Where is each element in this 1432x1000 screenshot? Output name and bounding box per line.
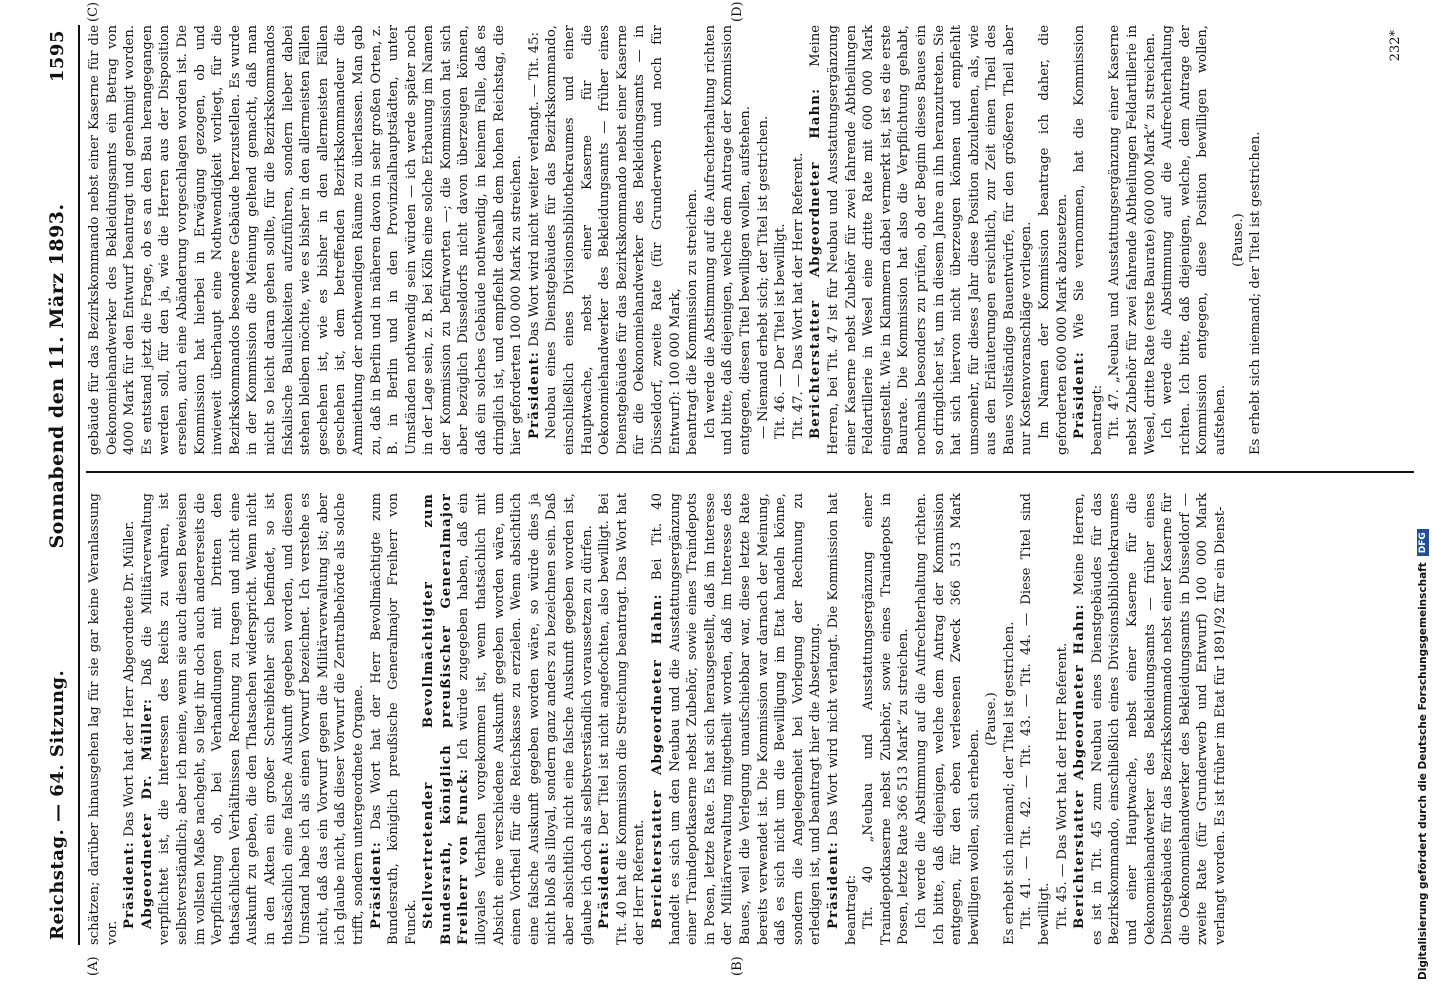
left-column (86, 493, 1230, 945)
paragraph: — Niemand erhebt sich; der Titel ist gestrichen. (755, 115, 771, 439)
title-item: Tit. 40 „Neubau und Ausstattungsergänzung einer Traindepotkaserne nebst Zubehör, sowie eines Traindepots in Posen, letzte Rate 366 513 Mark“ zu streichen. (861, 493, 912, 945)
paragraph: Ich werde die Abstimmung auf die Aufrechterhaltung richten und bitte, daß diejenigen, welche dem Antrage der Kommission entgegen, diesen Titel bewilligen wollen, aufstehen. (702, 25, 753, 455)
margin-letter-a: (A) (86, 956, 101, 976)
column-divider (86, 472, 1414, 474)
paragraph: beantragt die Kommission zu streichen. (685, 188, 701, 455)
right-column (86, 25, 1265, 455)
speaker-name: Präsident: (597, 840, 613, 929)
speech-text: Meine Herren, bei Tit. 47 ist für Neubau und Ausstattungsergänzung einer Kaserne nebst Zubehör für zwei fahrende Abtheilungen Feldartillerie in Wesel eine dritte Rate mit 600 000 Mark eingestellt. Wie in Klammern dabei vermerkt ist, ist es die erste Baurate. Die Kommission hat also die Verpflichtung gehabt, nochmals besonders zu prüfen, ob der Beginn dieses Baues ein so dringlicher ist, um in diesem Jahre an ihn heranzutreten. Sie hat sich hiervon nicht überzeugen können und empfiehlt umsomehr, für dieses Jahr diese Position abzulehnen, als, wie aus den Erläuterungen ersichtlich, zur Zeit einen Theil des Baues vollständige Bauentwürfe, für den größeren Theil aber nur Kostenvoranschläge vorliegen. (808, 25, 1035, 455)
speaker-name: Berichterstatter Abgeordneter Hahn: (650, 593, 665, 929)
speech-paragraph (121, 493, 139, 945)
speaker-name: Stellvertretender Bevollmächtigter zum Bundesrath, königlich preußischer Generalmajor Freiherr von Funck: (421, 493, 472, 945)
speech-text: Wie Sie vernommen, hat die Kommission beantragt: (1072, 25, 1105, 455)
paragraph: gebäude für das Bezirkskommando nebst einer Kaserne für die Oekonomiehandwerker des Bekleidungsamts ein Betrag von 4000 Mark für den Entwurf beantragt und genehmigt worden. Es entstand jetzt die Frage, ob es an den Bau herangegangen werden soll, für den ja, wie die Herren aus der Disposition ersehen, auch eine Abänderung vorgeschlagen worden ist. Die Kommission hat hierbei in Erwägung gezogen, ob und inwieweit überhaupt eine Nothwendigkeit vorliegt, für die Bezirkskommandos besondere Gebäude herzustellen. Es wurde in der Kommission die Meinung geltend gemacht, daß man nicht so leicht daran gehen sollte, für die Bezirkskommandos fiskalische Baulichkeiten aufzuführen, sondern lieber dabei stehen bleiben möchte, wie es bisher in den allermeisten Fällen geschehen ist, wie es bisher in den allermeisten Fällen geschehen ist, dem betreffenden Bezirkskommandeur die Anmiethung der nothwendigen Räume zu überlassen. Man gab zu, daß in Berlin und in näheren davon in sehr großen Orten, z. B. in Berlin und in den Provinzialhauptstädten, unter Umständen nothwendig sein würden — ich werde später noch in der Lage sein, z. B. bei Köln eine solche Erbauung im Namen der Kommission zu befürworten —; die Kommission hat sich aber bezüglich Düsseldorfs nicht davon überzeugen können, daß ein solches Gebäude nothwendig, in keinem Falle, daß es dringlich ist, und empfiehlt deshalb dem hohen Reichstag, die hier geforderten 100 000 Mark zu streichen. (87, 25, 525, 455)
speaker-name: Berichterstatter Abgeordneter Hahn: (1072, 603, 1088, 929)
speech-paragraph (1071, 493, 1229, 945)
margin-letter-c: (C) (86, 1, 101, 22)
speech-text: Ich würde zugegeben haben, daß ein illoyales Verhalten vorgekommen ist, wenn thatsächlich mit Absicht eine verschiedene Auskunft gegeben worden wäre, um einen Vortheil für die Reichskasse zu erzielen. Wenn absichtlich eine falsche Auskunft gegeben worden wäre, so würde dies ja nicht bloß als illoyal, sondern ganz anders zu bezeichnen sein. Daß aber absichtlich nicht eine falsche Auskunft gegeben worden ist, glaube ich doch als selbstverständlich voraussetzen zu dürfen. (456, 493, 595, 945)
title-item: Tit. 47. „Neubau und Ausstattungsergänzung einer Kaserne nebst Zubehör für zwei fahrende Abtheilungen Feldartillerie in Wesel, dritte Rate (erste Baurate) 600 000 Mark“ zu streichen. (1107, 25, 1158, 455)
speech-text: Meine Herren, es ist in Tit. 45 zum Neubau eines Dienstgebäudes für das Bezirkskommando, einschließlich eines Divisionsbibliothekraumes und einer Hauptwache, nebst einer Kaserne für die Oekonomiehandwerker des Bekleidungsamts — früher eines Dienstgebäudes für das Bezirkskommando nebst einer Kaserne für die Oekonomiehandwerker des Bekleidungsamts in Düsseldorf — zweite Rate (für Grunderwerb und Entwurf) 100 000 Mark verlangt worden. Es ist früher im Etat für 1891/92 für ein Dienst- (1072, 493, 1228, 945)
header-left: Reichstag. — 64. Sitzung. (46, 669, 68, 940)
paragraph: Im Namen der Kommission beantrage ich daher, die geforderten 600 000 Mark abzusetzen. (1037, 25, 1070, 455)
speech-paragraph (420, 493, 596, 945)
paragraph: Ich werde die Abstimmung auf die Aufrechterhaltung richten. Ich bitte, daß diejenigen, welche, dem Antrage der Kommission entgegen, diese Position bewilligen wollen, aufstehen. (1160, 25, 1228, 455)
speaker-name: Berichterstatter Abgeordneter Hahn: (808, 87, 824, 439)
speaker-name: Abgeordneter Dr. Müller: (139, 697, 155, 929)
title-item: Neubau eines Dienstgebäudes für das Bezirkskommando, einschließlich eines Divisionsbibliothekraumes und einer Hauptwache, nebst einer Kaserne für die Oekonomiehandwerker des Bekleidungsamts — früher eines Dienstgebäudes für das Bezirkskommando nebst einer Kaserne für die Oekonomiehandwerker des Bekleidungsamts — in Düsseldorf, zweite Rate (für Grunderwerb und noch für Entwurf): 100 000 Mark, (544, 25, 683, 455)
title-item: Tit. 46. — Der Titel ist bewilligt. (773, 223, 789, 439)
margin-letter-b: (B) (730, 956, 745, 976)
margin-letter-d: (D) (730, 1, 745, 22)
footer-mark: 232* (1388, 30, 1403, 62)
speech-text: Bei Tit. 40 handelt es sich um den Neubau und die Ausstattungsergänzung einer Traindepotkaserne nebst Zubehör, sowie eines Traindepots in Posen, letzte Rate. Es hat sich herausgestellt, daß im Interesse der Militärverwaltung mitgetheilt worden, daß im Interesse des Baues, weil die Verlegung unaufschiebbar war, diese letzte Rate bereits verwendet ist. Die Kommission war darnach der Meinung, daß es sich nicht um die Bewilligung im Etat handeln könne, sondern die Angelegenheit bei Vorlegung der Rechnung zu erledigen ist, und beantragt hier die Absetzung. (650, 493, 824, 945)
speech-text: Das Wort wird nicht verlangt. Die Kommission hat beantragt: (825, 493, 859, 945)
speech-paragraph (596, 493, 649, 945)
speaker-name: Präsident: (1072, 350, 1088, 439)
speech-text: Das Wort wird nicht weiter verlangt. — Tit. 45: (526, 32, 542, 347)
paragraph: Es erhebt sich niemand; der Titel ist gestrichen. (1248, 131, 1264, 455)
speech-paragraph (649, 493, 825, 945)
speech-paragraph (526, 25, 544, 455)
speech-text: Daß die Militärverwaltung verpflichtet ist, die Interessen des Reichs zu wahren, ist selbstverständlich; aber ich meine, wenn sie auch diesen Beweisen im vollsten Maße nachgeht, so liegt ihr doch auch andererseits die Verpflichtung ob, bei Verhandlungen mit Dritten den thatsächlichen Verhältnissen Rechnung zu tragen und nicht eine Auskunft zu geben, die den Thatsachen widerspricht. Wenn nicht in den Akten ein großer Schreibfehler sich befindet, so ist thatsächlich eine falsche Auskunft gegeben worden, und diesen Umstand habe ich als einen Vorwurf bezeichnet. Ich verstehe es nicht, daß das ein Vorwurf gegen die Militärverwaltung ist; aber ich glaube nicht, daß dieser Vorwurf die Zentralbehörde als solche trifft, sondern untergeordnete Organe. (139, 493, 366, 945)
title-item: Tit. 47. — Das Wort hat der Herr Referent. (790, 152, 806, 439)
speech-paragraph (825, 493, 860, 945)
header-rule (78, 25, 80, 945)
title-item: Tit. 45. — Das Wort hat der Herr Referent. (1054, 642, 1070, 929)
title-item: Tit. 41. — Tit. 42. — Tit. 43. — Tit. 44. — Diese Titel sind bewilligt. (1019, 493, 1053, 945)
header-date: Sonnabend den 11. März 1893. (46, 203, 68, 549)
paragraph: Ich werde die Abstimmung auf die Aufrechterhaltung richten. Ich bitte, daß diejenigen, welche dem Antrag der Kommission entgegen, für den eben verlesenen Zweck 366 513 Mark bewilligen wollen, sich erheben. (913, 493, 982, 945)
paragraph: Es erhebt sich niemand; der Titel ist gestrichen. (1001, 621, 1017, 945)
digitization-text: Digitalisierung gefördert durch die Deutsche Forschungsgemeinschaft (1417, 562, 1429, 980)
dfg-logo: DFG (1417, 529, 1429, 556)
speech-text: Der Titel ist nicht angefochten, also bewilligt. Bei Tit. 40 hat die Kommission die Streichung beantragt. Das Wort hat der Herr Referent. (597, 493, 648, 945)
page-number: 1595 (46, 30, 68, 83)
pause-note: (Pause.) (1230, 213, 1246, 267)
pause-note: (Pause.) (984, 692, 1000, 746)
speech-paragraph (807, 25, 1036, 455)
speech-text: Das Wort hat der Herr Abgeordnete Dr. Müller. (122, 520, 138, 837)
speaker-name: Präsident: (526, 350, 542, 439)
speaker-name: Präsident: (825, 840, 841, 929)
page-header (42, 30, 72, 940)
speech-paragraph (1071, 25, 1106, 455)
speech-paragraph (368, 493, 421, 945)
digitization-note (1416, 20, 1430, 980)
speech-paragraph (139, 493, 368, 945)
speaker-name: Präsident: (122, 840, 138, 929)
speech-text: Das Wort hat der Herr Bevollmächtigte zum Bundesrath, königlich preußische Generalmajor Freiherr von Funck. (368, 493, 419, 945)
paragraph: schätzen; darüber hinausgehen lag für sie gar keine Veranlassung vor. (87, 493, 120, 945)
speaker-name: Präsident: (368, 840, 384, 929)
